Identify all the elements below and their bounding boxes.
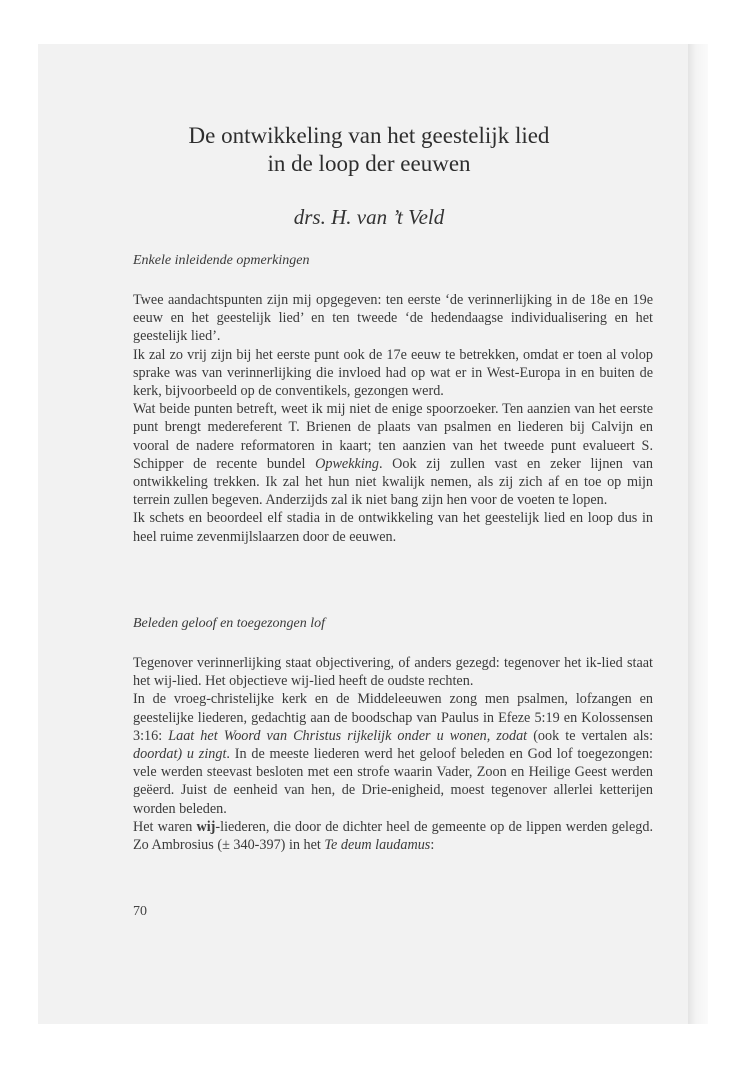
author-byline: drs. H. van ’t Veld <box>293 205 445 229</box>
section-beleden-body <box>133 654 653 854</box>
paragraph: Het waren wij-liederen, die door de dichter heel de gemeente op de lippen werden gelegd. Zo Ambrosius (± 340-397) in het Te deum laudamus: <box>133 818 653 854</box>
paragraph: In de vroeg-christelijke kerk en de Middeleeuwen zong men psalmen, lofzangen en geestelijke liederen, gedachtig aan de boodschap van Paulus in Efeze 5:19 en Kolossensen 3:16: Laat het Woord van Christus rijkelijk onder u wonen, zodat (ook te vertalen als: doordat) u zingt. In de meeste liederen werd het geloof beleden en God lof toegezongen: vele werden steevast besloten met een strofe waarin Vader, Zoon en Heilige Geest werden geëerd. Juist de eenheid van hen, de Drie-enigheid, moest tegenover allerlei ketterijen worden beleden. <box>133 691 654 817</box>
section-heading-beleden: Beleden geloof en toegezongen lof <box>133 616 326 631</box>
paragraph: Twee aandachtspunten zijn mij opgegeven: ten eerste ‘de verinnerlijking in de 18e en 19e eeuw en het geestelijk lied’ en ten tweede ‘de hedendaagse individualisering en het geestelijk lied’. <box>133 292 653 345</box>
paragraph: Ik schets en beoordeel elf stadia in de ontwikkeling van het geestelijk lied en loop dus in heel ruime zevenmijlslaarzen door de eeuwen. <box>133 510 653 545</box>
paragraph: Wat beide punten betreft, weet ik mij niet de enige spoorzoeker. Ten aanzien van het eerste punt brengt medereferent T. Brienen de plaats van psalmen en liederen bij Calvijn en vooral de nadere reformatoren in kaart; ten aanzien van het tweede punt evalueert S. Schipper de recente bundel Opwekking. Ook zij zullen vast en zeker lijnen van ontwikkeling trekken. Ik zal het hun niet kwalijk nemen, als zij zich af en toe op mijn terrein zullen begeven. Anderzijds zal ik niet bang zijn hen voor de voeten te lopen. <box>133 401 653 509</box>
article-title: De ontwikkeling van het geestelijk lied in de loop der eeuwen <box>188 123 550 176</box>
paragraph: Ik zal zo vrij zijn bij het eerste punt ook de 17e eeuw te betrekken, omdat er toen al volop sprake was van verinnerlijking die invloed had op wat er in West-Europa in en buiten de kerk, bijvoorbeeld op de conventikels, gezongen werd. <box>133 346 653 400</box>
section-heading-intro: Enkele inleidende opmerkingen <box>133 253 310 268</box>
page-number: 70 <box>133 904 147 919</box>
page-edge <box>688 44 708 1024</box>
paragraph: Tegenover verinnerlijking staat objectivering, of anders gezegd: tegenover het ik-lied staat het wij-lied. Het objectieve wij-lied heeft de oudste rechten. <box>133 655 653 690</box>
section-intro-body <box>133 291 653 546</box>
